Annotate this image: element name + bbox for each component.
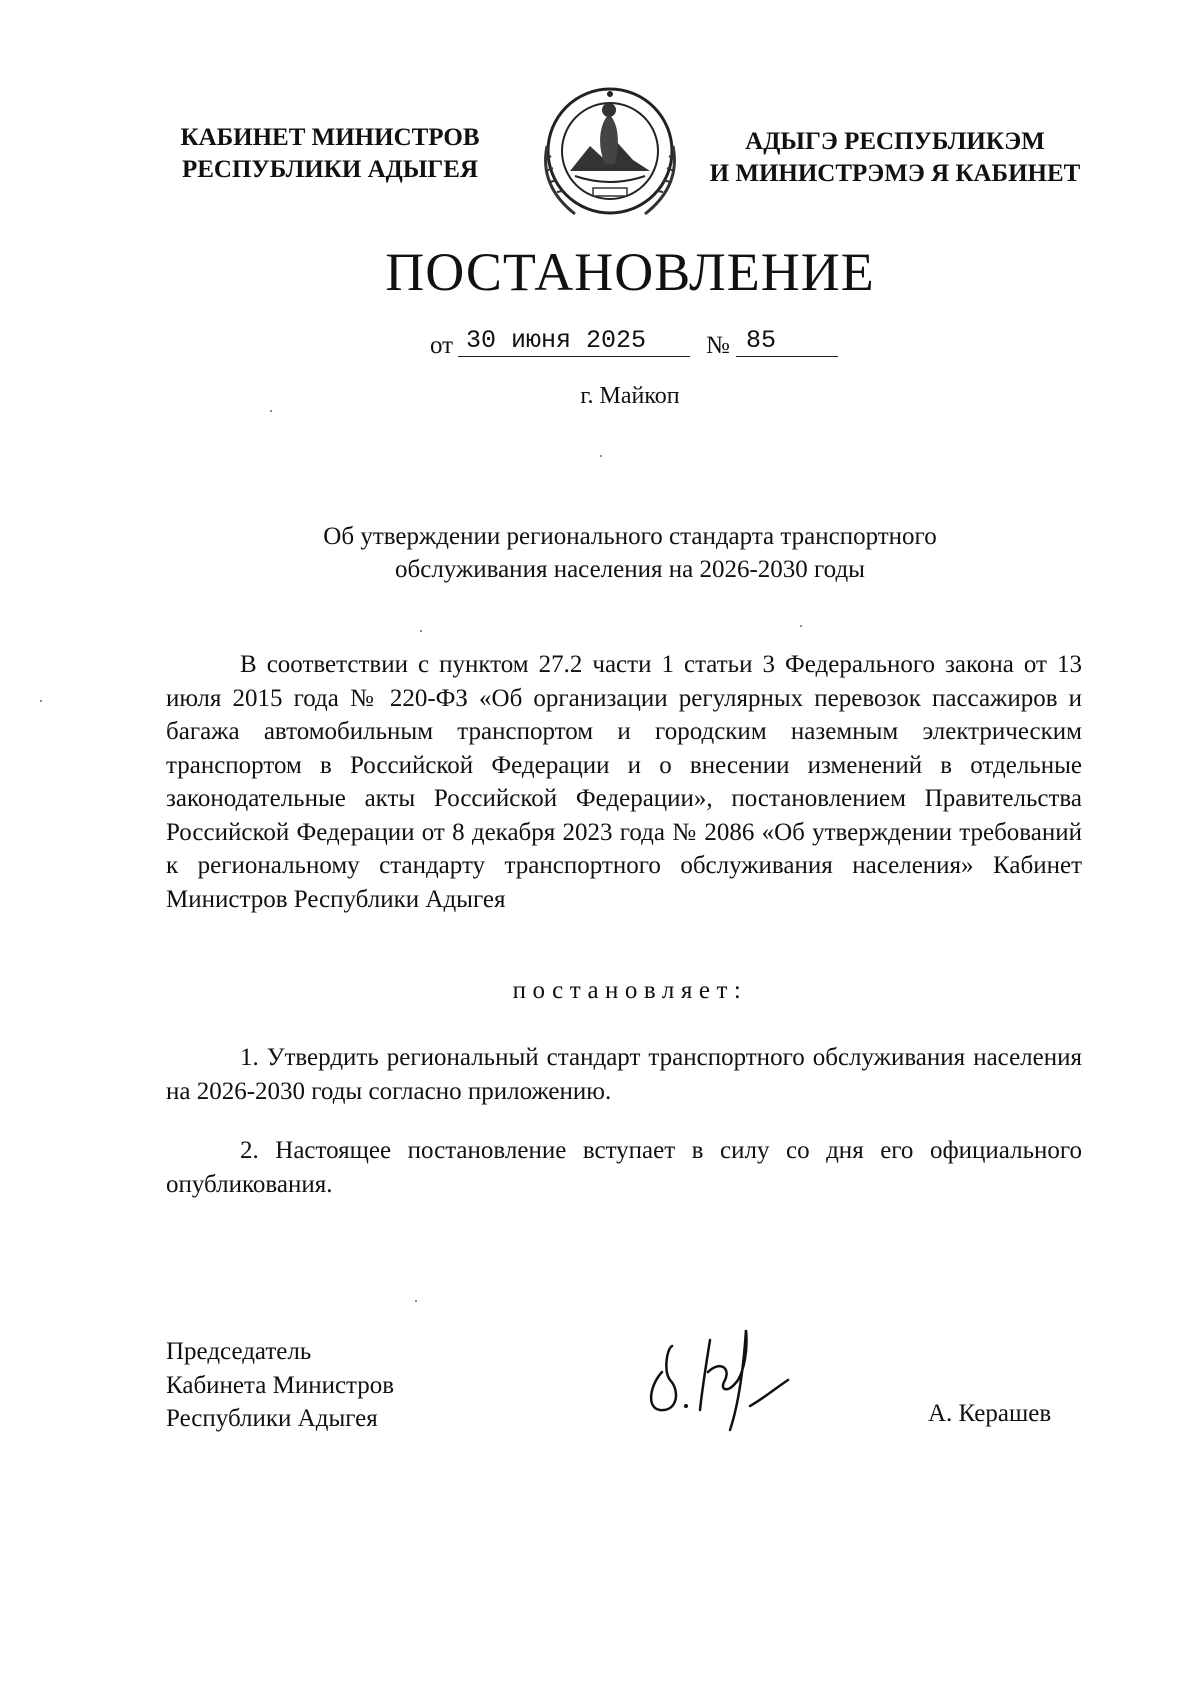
date-underline bbox=[458, 356, 690, 357]
position-line-1: Председатель bbox=[166, 1338, 312, 1365]
scan-speck bbox=[270, 410, 272, 412]
issuer-name-adyghe bbox=[690, 126, 1100, 190]
issuer-name-russian bbox=[150, 122, 510, 186]
scan-speck bbox=[40, 700, 42, 702]
city: г. Майкоп bbox=[580, 383, 680, 409]
decrees-heading: постановляет: bbox=[512, 977, 748, 1004]
subject-line-1: Об утверждении регионального стандарта транспортного bbox=[323, 523, 937, 550]
scan-speck bbox=[415, 1300, 417, 1302]
issuer-line-1: КАБИНЕТ МИНИСТРОВ bbox=[180, 124, 480, 151]
scan-speck bbox=[420, 630, 422, 632]
scan-speck bbox=[600, 455, 602, 457]
number-value: 85 bbox=[746, 326, 777, 355]
position-line-2: Кабинета Министров bbox=[166, 1371, 395, 1399]
number-underline bbox=[736, 356, 838, 357]
issuer-adyghe-line-2: И МИНИСТРЭМЭ Я КАБИНЕТ bbox=[709, 160, 1081, 187]
date-value: 30 июня 2025 bbox=[466, 326, 647, 355]
number-prefix: № bbox=[706, 332, 730, 359]
signatory-name: А. Керашев bbox=[928, 1400, 1052, 1427]
date-prefix: от bbox=[430, 332, 454, 359]
position-line-3: Республики Адыгея bbox=[166, 1405, 378, 1432]
document-title: ПОСТАНОВЛЕНИЕ bbox=[385, 242, 875, 302]
subject-line-2: обслуживания населения на 2026-2030 годы bbox=[395, 556, 865, 583]
preamble-paragraph: В соответствии с пунктом 27.2 части 1 статьи 3 Федерального закона от 13 июля 2015 года № 220-ФЗ «Об организации регулярных перевозок пассажиров и багажа автомобильным транспортом и городским наземным электрическим транспортом в Российской Федерации и о внесении изменений в отдельные законодательные акты Российской Федерации», постановлением Правительства Российской Федерации от 8 декабря 2023 года № 2086 «Об утверждении требований к региональному стандарту транспортного обслуживания населения» Кабинет Министров Республики Адыгея bbox=[166, 651, 1082, 913]
issuer-adyghe-line-1: АДЫГЭ РЕСПУБЛИКЭМ bbox=[745, 128, 1045, 155]
handwritten-signature-icon bbox=[640, 1310, 840, 1440]
signatory-position bbox=[166, 1335, 394, 1436]
coat-of-arms-icon bbox=[535, 76, 685, 226]
scan-speck bbox=[800, 625, 802, 627]
decree-item-1: 1. Утвердить региональный стандарт транспортного обслуживания населения на 2026-2030 годы согласно приложению. bbox=[166, 1044, 1082, 1105]
decree-item-2: 2. Настоящее постановление вступает в силу со дня его официального опубликования. bbox=[166, 1137, 1082, 1198]
document-subject bbox=[0, 520, 1200, 586]
issuer-line-2: РЕСПУБЛИКИ АДЫГЕЯ bbox=[181, 156, 479, 183]
